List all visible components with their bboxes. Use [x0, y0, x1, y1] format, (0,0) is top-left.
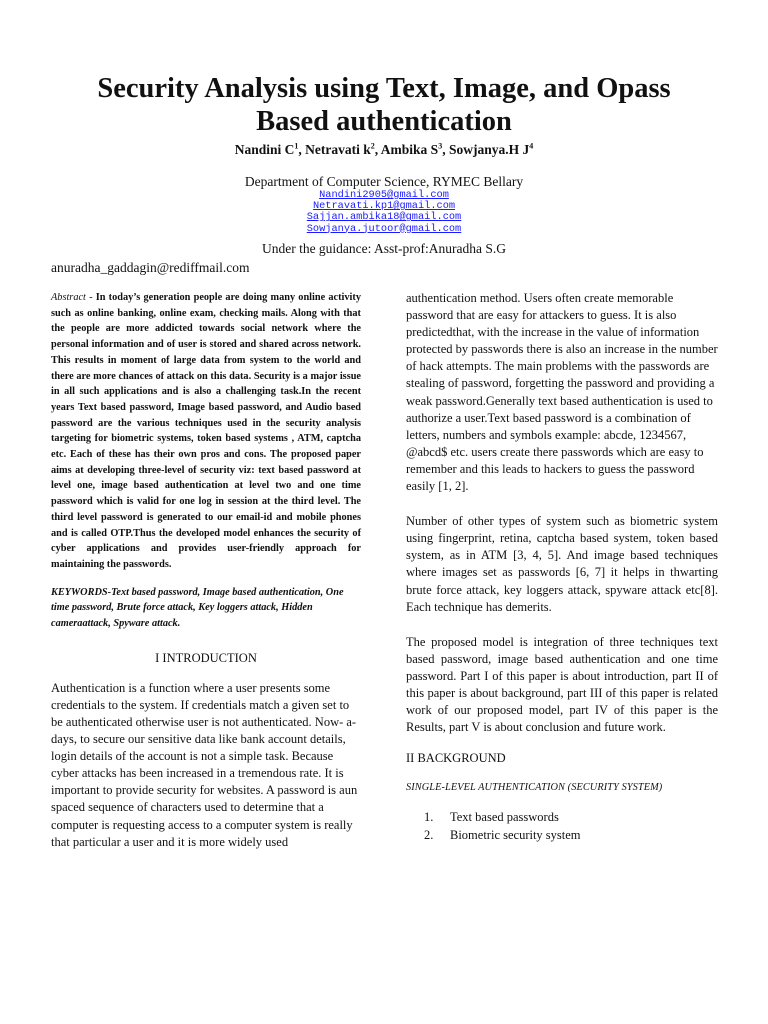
abstract-body: In today’s generation people are doing many online activity such as online banking, online exam, checking mails. Along with that the people are more addicted towards social network where the personal information and of user is stored and shared across network. This results in moment of large data from system to the world and there are more chances of attack on this data. Security is a major issue in all such applications and is also a challenging task.In the recent years Text based password, Image based password, and Audio based password are the various techniques used in the security analysis targeting for biometric systems, token based systems , ATM, captcha etc. Each of these has their own pros and cons. The proposed paper aims at developing three-level of security viz: text based password at level one, image based authentication at level two and one time password which is valid for one log in session at the third level. The third level password is generated to our email-id and mobile phones and is called OTP.Thus the developed model enhances the security of cyber applications and provides user-friendly approach for maintaining the passwords.: [51, 292, 361, 570]
list-item: [406, 809, 718, 827]
email-link[interactable]: Sajjan.ambika18@gmail.com: [306, 211, 462, 224]
keywords: KEYWORDS-Text based password, Image based authentication, One time password, Brute force attack, Key loggers attack, Hidden cameraattack, Spyware attack.: [51, 586, 344, 630]
background-heading: II BACKGROUND: [406, 751, 506, 766]
abstract-lead: Abstract -: [51, 292, 93, 303]
paragraph: Number of other types of system such as biometric system using fingerprint, retina, captcha based system, token based system, as in ATM [3, 4, 5]. And image based techniques where images set as passwords [6, 7] it helps in thwarting brute force attack, key loggers attack, spyware attack etc[8]. Each technique has demerits.: [406, 514, 718, 614]
author-name: Ambika S: [380, 142, 439, 157]
paper-title: [60, 72, 708, 138]
right-column: [406, 290, 718, 844]
list-text: Biometric security system: [450, 827, 581, 842]
author-emails: [0, 190, 768, 235]
author-separator: ,: [374, 142, 381, 157]
author-separator: ,: [298, 142, 306, 157]
author-list: [0, 141, 768, 159]
list-number: 2.: [424, 827, 434, 842]
intro-paragraph: Authentication is a function where a user presents some credentials to the system. If credentials match a given set to be authenticated otherwise user is not authenticated. Now- a-days, to secure our sensitive data like bank account details, login details of the account is not a simple task. Because cyber attacks has been increased in a tremendous rate. It is important to provide security for websites. A password is aun spaced sequence of characters used to determine that a computer is requesting access to a computer system is really that particular a user and it is more widely used: [51, 680, 358, 849]
abstract: [51, 290, 361, 573]
author-name: Nandini C: [234, 142, 295, 157]
subsection-heading: SINGLE-LEVEL AUTHENTICATION (SECURITY SYSTEM): [406, 782, 663, 794]
department: Department of Computer Science, RYMEC Bellary: [244, 174, 524, 189]
author-affiliation-mark: 3: [438, 141, 443, 151]
intro-heading: I INTRODUCTION: [155, 650, 257, 665]
list-number: 1.: [424, 810, 434, 825]
guidance-line: Under the guidance: Asst-prof:Anuradha S.G: [261, 241, 507, 256]
paragraph: authentication method. Users often create memorable password that are easy for attackers to guess. It is also predictedthat, with the increase in the value of information protected by passwords there is also an increase in the number of hack attempts. The main problems with the passwords are stealing of password, forgetting the password and providing a weak password.Generally text based authentication is used to authorize a user.Text based password is a combination of letters, numbers and symbols example: abcde, 1234567, @abcd$ etc. users create there passwords which are easy to remember and this leads to hackers to guess the password easily [1, 2].: [406, 291, 718, 494]
paragraph: The proposed model is integration of three techniques text based password, image based authentication and one time password. Part I of this paper is about introduction, part II of this paper is about background, part III of this paper is related work of our proposed model, part IV of this paper is the Results, part V is about conclusion and future work.: [406, 634, 718, 735]
email-link[interactable]: Netravati.kp1@gmail.com: [312, 200, 456, 213]
email-link[interactable]: Nandini2905@gmail.com: [319, 189, 449, 201]
author-affiliation-mark: 2: [370, 141, 375, 151]
author-affiliation-mark: 4: [529, 141, 534, 151]
numbered-list: [406, 809, 718, 844]
author-separator: ,: [442, 142, 449, 157]
author-affiliation-mark: 1: [294, 141, 299, 151]
left-column: [51, 290, 361, 851]
title-line-1: Security Analysis using Text, Image, and Opass: [97, 73, 671, 104]
list-text: Text based passwords: [450, 810, 559, 825]
title-line-2: Based authentication: [256, 106, 512, 137]
email-link[interactable]: Sowjanya.jutoor@gmail.com: [306, 222, 462, 235]
list-item: [406, 827, 718, 845]
author-name: Sowjanya.H J: [448, 142, 530, 157]
author-name: Netravati k: [305, 142, 371, 157]
guide-email: anuradha_gaddagin@rediffmail.com: [51, 260, 250, 275]
